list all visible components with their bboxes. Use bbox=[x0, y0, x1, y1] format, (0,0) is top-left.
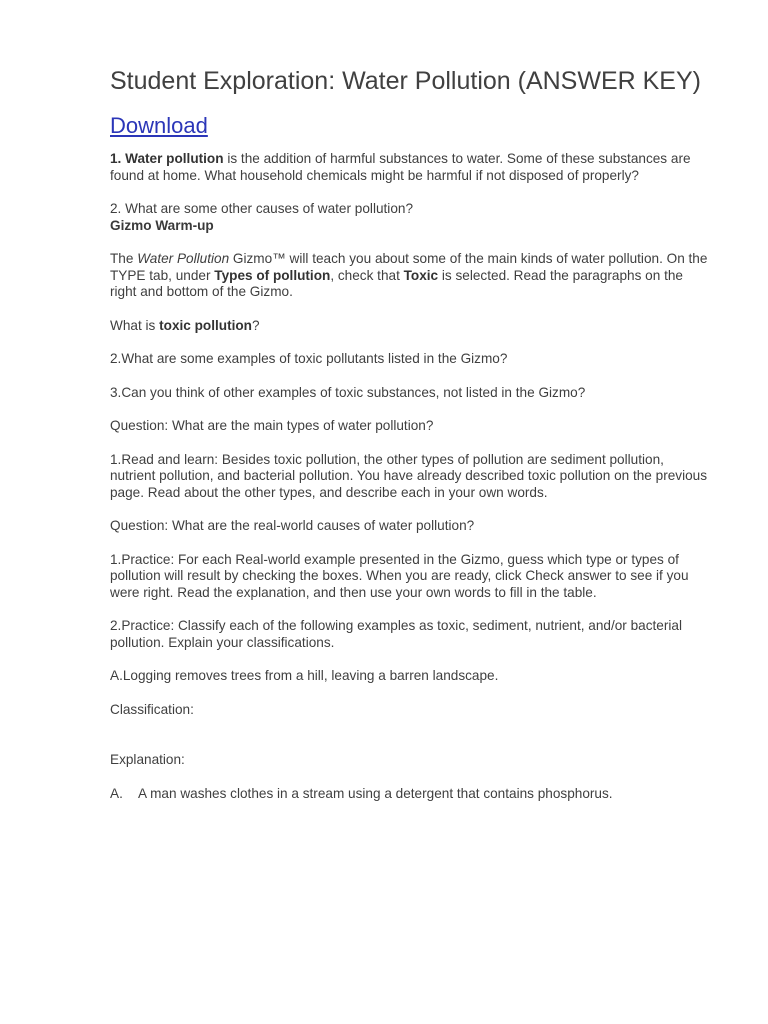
read-and-learn: 1.Read and learn: Besides toxic pollution, the other types of pollution are sediment pollution, nutrient pollution, and bacterial pollution. You have already described toxic pollution on the previous page. Read about the other types, and describe each in your own words. bbox=[110, 451, 708, 500]
question-2: 2. What are some other causes of water pollution? bbox=[110, 201, 413, 216]
example-a-detergent-marker: A. bbox=[110, 785, 123, 801]
practice-2: 2.Practice: Classify each of the following examples as toxic, sediment, nutrient, and/or bacterial pollution. Explain your classifications. bbox=[110, 618, 682, 650]
toxic-label: Toxic bbox=[403, 267, 439, 283]
page-title: Student Exploration: Water Pollution (ANSWER KEY) bbox=[110, 67, 701, 95]
question-1-text: is the addition of harmful substances to water. Some of these substances are found at home. What household chemicals might be harmful if not disposed of properly? bbox=[110, 151, 691, 183]
example-a-logging: A.Logging removes trees from a hill, leaving a barren landscape. bbox=[110, 668, 499, 683]
question-types-heading: Question: What are the main types of water pollution? bbox=[110, 418, 434, 433]
question-1 bbox=[110, 151, 710, 184]
question-1-number: 1. bbox=[110, 151, 122, 166]
document-page bbox=[110, 66, 710, 802]
download-link[interactable]: Download bbox=[110, 113, 208, 138]
warmup-question-3: 3.Can you think of other examples of toxic substances, not listed in the Gizmo? bbox=[110, 384, 586, 400]
toxic-pollution-term: toxic pollution bbox=[159, 317, 252, 333]
warmup-intro-part4: is selected. Read the paragraphs on the right and bottom of the Gizmo. bbox=[110, 267, 683, 299]
warmup-question-2: 2.What are some examples of toxic pollutants listed in the Gizmo? bbox=[110, 351, 508, 366]
practice-1: 1.Practice: For each Real-world example presented in the Gizmo, guess which type or types of pollution will result by checking the boxes. When you are ready, click Check answer to see if you were right. Read the explanation, and then use your own words to fill in the table. bbox=[110, 551, 689, 600]
types-of-pollution-label: Types of pollution bbox=[214, 267, 331, 283]
warmup-intro-part3: , check that bbox=[330, 267, 404, 283]
question-causes-heading: Question: What are the real-world causes of water pollution? bbox=[110, 518, 475, 533]
classification-label: Classification: bbox=[110, 701, 194, 717]
gizmo-name: Water Pollution bbox=[137, 251, 230, 266]
toxic-pollution-question bbox=[110, 318, 710, 335]
example-a-detergent-text: A man washes clothes in a stream using a detergent that contains phosphorus. bbox=[138, 785, 613, 801]
question-1-term: Water pollution bbox=[125, 151, 224, 166]
explanation-label: Explanation: bbox=[110, 752, 185, 767]
warmup-intro-part2: Gizmo™ will teach you about some of the main kinds of water pollution. On the TYPE tab, under bbox=[110, 251, 708, 283]
example-a-detergent bbox=[110, 786, 710, 803]
warmup-heading: Gizmo Warm-up bbox=[110, 217, 214, 233]
toxic-q-part1: What is bbox=[110, 317, 160, 333]
warmup-intro-part1: The bbox=[110, 251, 138, 266]
toxic-q-part2: ? bbox=[252, 317, 260, 333]
warmup-intro bbox=[110, 251, 710, 301]
